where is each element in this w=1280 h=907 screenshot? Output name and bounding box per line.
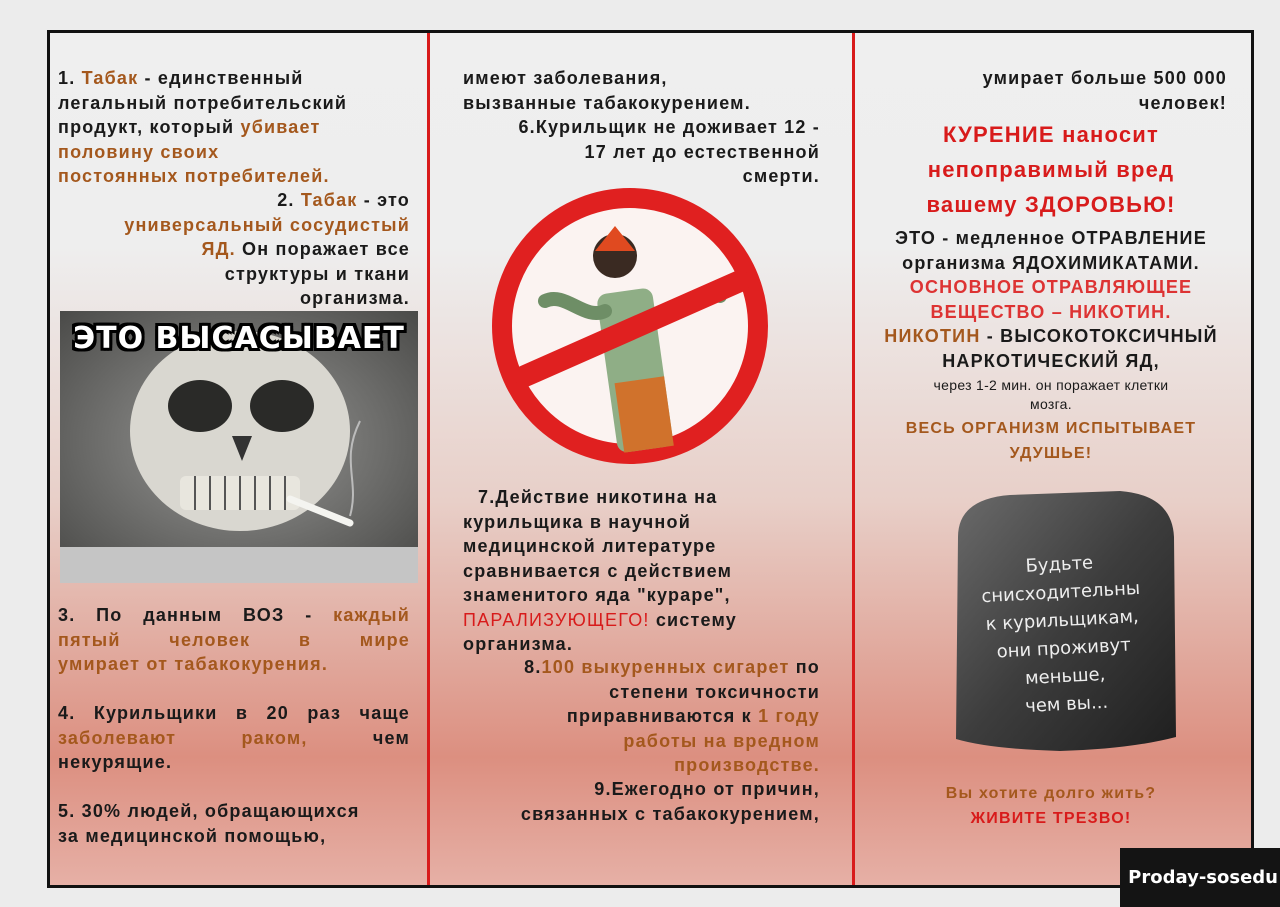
closing-question	[855, 782, 1247, 831]
info-line-4: ВЕЩЕСТВО – НИКОТИН.	[930, 301, 1172, 322]
fact-6-line-2: 17 лет до естественной	[584, 141, 820, 162]
fact-9-line-3: умирает больше 500 000	[982, 68, 1227, 88]
fact-6	[450, 115, 820, 189]
fact-7	[463, 485, 843, 657]
inscription-line-3: к курильщикам,	[985, 606, 1140, 636]
headline	[855, 117, 1247, 222]
fact-7-line-2: курильщика в научной	[463, 511, 691, 532]
warning-line-2: УДУШЬЕ!	[1009, 444, 1093, 462]
fact-7-line-5: знаменитого яда "кураре",	[463, 585, 731, 605]
fact-8-number: 8.	[524, 657, 542, 677]
fact-2-line-5: организма.	[299, 288, 410, 308]
fact-2-text: - это	[363, 190, 410, 210]
fact-8	[450, 655, 820, 778]
brochure-sheet	[47, 30, 1254, 888]
panel-middle	[430, 33, 855, 885]
fact-4-line-3: некурящие.	[58, 752, 173, 772]
fact-9-line-2: связанных с табакокурением,	[520, 803, 820, 824]
panel-left	[50, 33, 430, 885]
fact-3-line-2: пятый человек в мире	[58, 629, 410, 650]
fact-1-text: - единственный	[144, 68, 304, 88]
info-line-6: НАРКОТИЧЕСКИЙ ЯД,	[942, 350, 1160, 371]
fact-1-line-2: легальный потребительский	[58, 92, 348, 113]
nicotine-info	[855, 226, 1247, 373]
note-line-1: через 1-2 мин. он поражает клетки	[933, 377, 1169, 393]
fact-1-line-5: постоянных потребителей.	[58, 166, 330, 186]
fact-3	[58, 603, 410, 677]
panel-right	[855, 33, 1254, 885]
fact-9-continued	[865, 66, 1227, 115]
headline-line-3: вашему ЗДОРОВЬЮ!	[926, 192, 1176, 217]
fact-4	[58, 701, 410, 775]
fact-1-number: 1.	[58, 68, 76, 88]
inscription-line-6: чем вы...	[1024, 691, 1109, 718]
fact-3-line-1: 3. По данным ВОЗ -	[58, 605, 313, 625]
fact-1-line-3: продукт, который	[58, 117, 235, 137]
watermark-badge: Proday-sosedu	[1120, 848, 1280, 907]
fact-2-line-4: структуры и ткани	[224, 263, 410, 284]
info-line-2: организма ЯДОХИМИКАТАМИ.	[902, 252, 1200, 273]
fact-7-line-3: медицинской литературе	[463, 536, 717, 556]
fact-7-line-1: 7.Действие никотина на	[478, 487, 718, 507]
inscription-line-2: снисходительны	[980, 577, 1141, 608]
fact-8-line-3: приравниваются к	[566, 706, 752, 726]
fact-5-line-3: имеют заболевания,	[463, 68, 668, 88]
fact-3-highlight: каждый	[333, 605, 410, 625]
info-line-3: ОСНОВНОЕ ОТРАВЛЯЮЩЕЕ	[909, 277, 1193, 297]
fact-9	[450, 777, 820, 826]
fact-6-line-1: 6.Курильщик не доживает 12 -	[518, 117, 820, 137]
fact-9-line-4: человек!	[1138, 92, 1227, 113]
fact-8-line-5: производстве.	[674, 755, 820, 775]
skull-photo	[60, 311, 418, 583]
fact-2	[58, 188, 410, 311]
fact-8-line-2: степени токсичности	[609, 681, 820, 702]
info-line-1: ЭТО - медленное ОТРАВЛЕНИЕ	[895, 228, 1207, 248]
fact-5	[58, 799, 418, 848]
closing-line-2: ЖИВИТЕ ТРЕЗВО!	[970, 809, 1132, 827]
photo-title: ЭТО ВЫСАСЫВАЕТ	[73, 321, 405, 356]
fact-5-line-4: вызванные табакокурением.	[463, 92, 751, 113]
nicotine-note	[855, 376, 1247, 414]
info-line-5-highlight: НИКОТИН	[884, 326, 981, 346]
fact-2-line-2: универсальный сосудистый	[124, 214, 410, 235]
fact-5-line-2: за медицинской помощью,	[58, 825, 327, 846]
fact-8-line-3-highlight: 1 году	[758, 706, 820, 726]
suffocation-warning	[855, 417, 1247, 466]
fact-4-line-2: чем	[372, 727, 410, 748]
fact-8-highlight: 100 выкуренных сигарет	[541, 657, 790, 677]
fact-8-line-1: по	[795, 657, 820, 677]
closing-line-1: Вы хотите долго жить?	[945, 785, 1157, 802]
fact-1-line-4: половину своих	[58, 141, 220, 162]
fact-5-continued	[463, 66, 843, 115]
fact-2-number: 2.	[277, 190, 295, 210]
fact-2-highlight: Табак	[300, 190, 358, 210]
inscription-line-5: меньше,	[1024, 663, 1106, 690]
fact-3-line-3: умирает от табакокурения.	[58, 654, 329, 674]
warning-line-1: ВЕСЬ ОРГАНИЗМ ИСПЫТЫВАЕТ	[905, 420, 1197, 437]
note-line-2: мозга.	[1030, 396, 1072, 412]
fact-7-highlight: ПАРАЛИЗУЮЩЕГО!	[463, 609, 650, 630]
fact-8-line-4: работы на вредном	[623, 730, 820, 751]
fact-9-line-1: 9.Ежегодно от причин,	[594, 779, 820, 799]
fact-7-line-6: систему	[655, 609, 737, 630]
headline-line-2: непоправимый вред	[927, 157, 1175, 182]
fact-4-highlight: заболевают раком,	[58, 727, 308, 748]
no-smoking-icon	[485, 181, 775, 471]
fact-7-line-4: сравнивается с действием	[463, 560, 733, 581]
fact-1-highlight: Табак	[81, 68, 139, 88]
fact-5-line-1: 5. 30% людей, обращающихся	[58, 801, 360, 821]
inscription-line-4: они проживут	[996, 634, 1132, 663]
inscription-line-1: Будьте	[1024, 552, 1094, 577]
fact-1-line-3-highlight: убивает	[240, 117, 321, 137]
headline-line-1: КУРЕНИЕ наносит	[943, 122, 1159, 147]
fact-1	[58, 66, 418, 189]
fact-2-line-3: Он поражает все	[242, 239, 410, 259]
info-line-5: - ВЫСОКОТОКСИЧНЫЙ	[986, 326, 1218, 346]
fact-7-line-7: организма.	[463, 634, 574, 654]
fact-4-line-1: 4. Курильщики в 20 раз чаще	[58, 703, 410, 723]
fact-6-line-3: смерти.	[742, 166, 820, 186]
tombstone-inscription	[969, 546, 1158, 723]
fact-2-line-3-highlight: ЯД.	[201, 239, 236, 259]
